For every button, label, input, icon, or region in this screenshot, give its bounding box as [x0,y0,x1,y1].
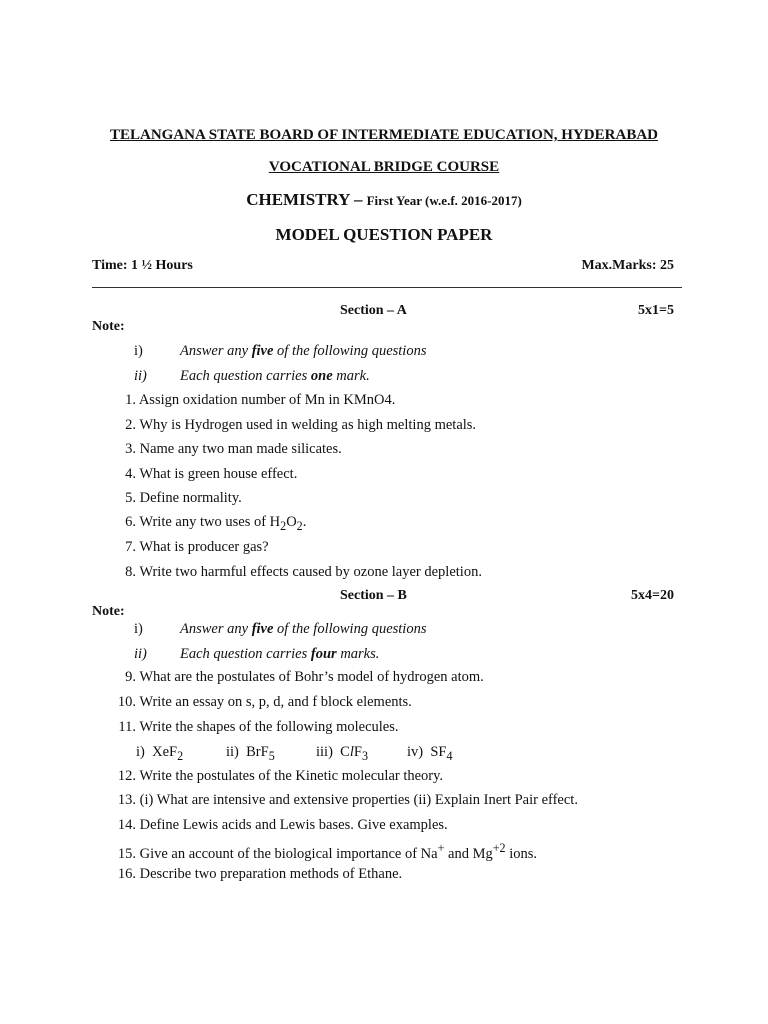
section-a-note: Note: [92,319,125,334]
subject-year: First Year (w.e.f. 2016-2017) [366,193,522,208]
question-4: 4. What is green house effect. [125,466,298,482]
molecule-2: ii) BrF$_5$ [226,744,275,763]
question-14: 14. Define Lewis acids and Lewis bases. Give examples. [117,817,448,833]
question-8: 8. Write two harmful effects caused by ozone layer depletion. [125,564,482,580]
question-11: 11. Write the shapes of the following molecules. [118,719,399,735]
section-b-note: Note: [92,604,125,619]
paper-title: MODEL QUESTION PAPER [275,225,493,244]
subject-name: CHEMISTRY – [246,190,363,209]
molecule-1: i) XeF$_2$ [136,744,184,763]
molecule-4: iv) $SF_4$ [407,744,453,763]
question-1: 1. Assign oxidation number of Mn in KMnO4. [125,392,396,408]
section-a-title: Section – A [340,303,407,318]
section-b-instruction-2: ii) Each question carries four marks. [134,646,380,662]
question-13: 13. (i) What are intensive and extensive properties (ii) Explain Inert Pair effect. [117,792,578,808]
question-9: 9. What are the postulates of Bohr’s model of hydrogen atom. [125,669,484,685]
section-a-marks: 5x1=5 [638,303,674,318]
subject-line [0,190,768,210]
section-a-instruction-2: ii) Each question carries one mark. [134,368,370,384]
molecule-3: iii) ClF$_3$ [316,744,368,763]
question-6: 6. Write any two uses of $H_2O_2$. [125,514,307,533]
question-12: 12. Write the postulates of the Kinetic molecular theory. [117,768,444,784]
question-16: 16. Describe two preparation methods of Ethane. [117,866,403,882]
section-b-marks: 5x4=20 [631,588,674,603]
header-divider [92,287,682,288]
time-marks-row [92,258,674,274]
board-title: TELANGANA STATE BOARD OF INTERMEDIATE EDUCATION, HYDERABAD [110,127,658,143]
question-2: 2. Why is Hydrogen used in welding as high melting metals. [125,417,477,433]
max-marks-label: Max.Marks: 25 [581,258,674,273]
course-title: VOCATIONAL BRIDGE COURSE [268,159,500,175]
time-label: Time: 1 ½ Hours [92,258,193,273]
question-7: 7. What is producer gas? [125,539,269,555]
section-b-title: Section – B [340,588,407,603]
question-5: 5. Define normality. [125,490,242,506]
section-b-instruction-1: i) Answer any five of the following questions [134,621,427,637]
question-15: 15. Give an account of the biological importance of Na+ and $Mg^{+2}$ ions. [117,841,538,862]
section-a-instruction-1: i) Answer any five of the following questions [134,343,427,359]
question-10: 10. Write an essay on s, p, d, and f block elements. [117,694,412,710]
question-3: 3. Name any two man made silicates. [125,441,342,457]
